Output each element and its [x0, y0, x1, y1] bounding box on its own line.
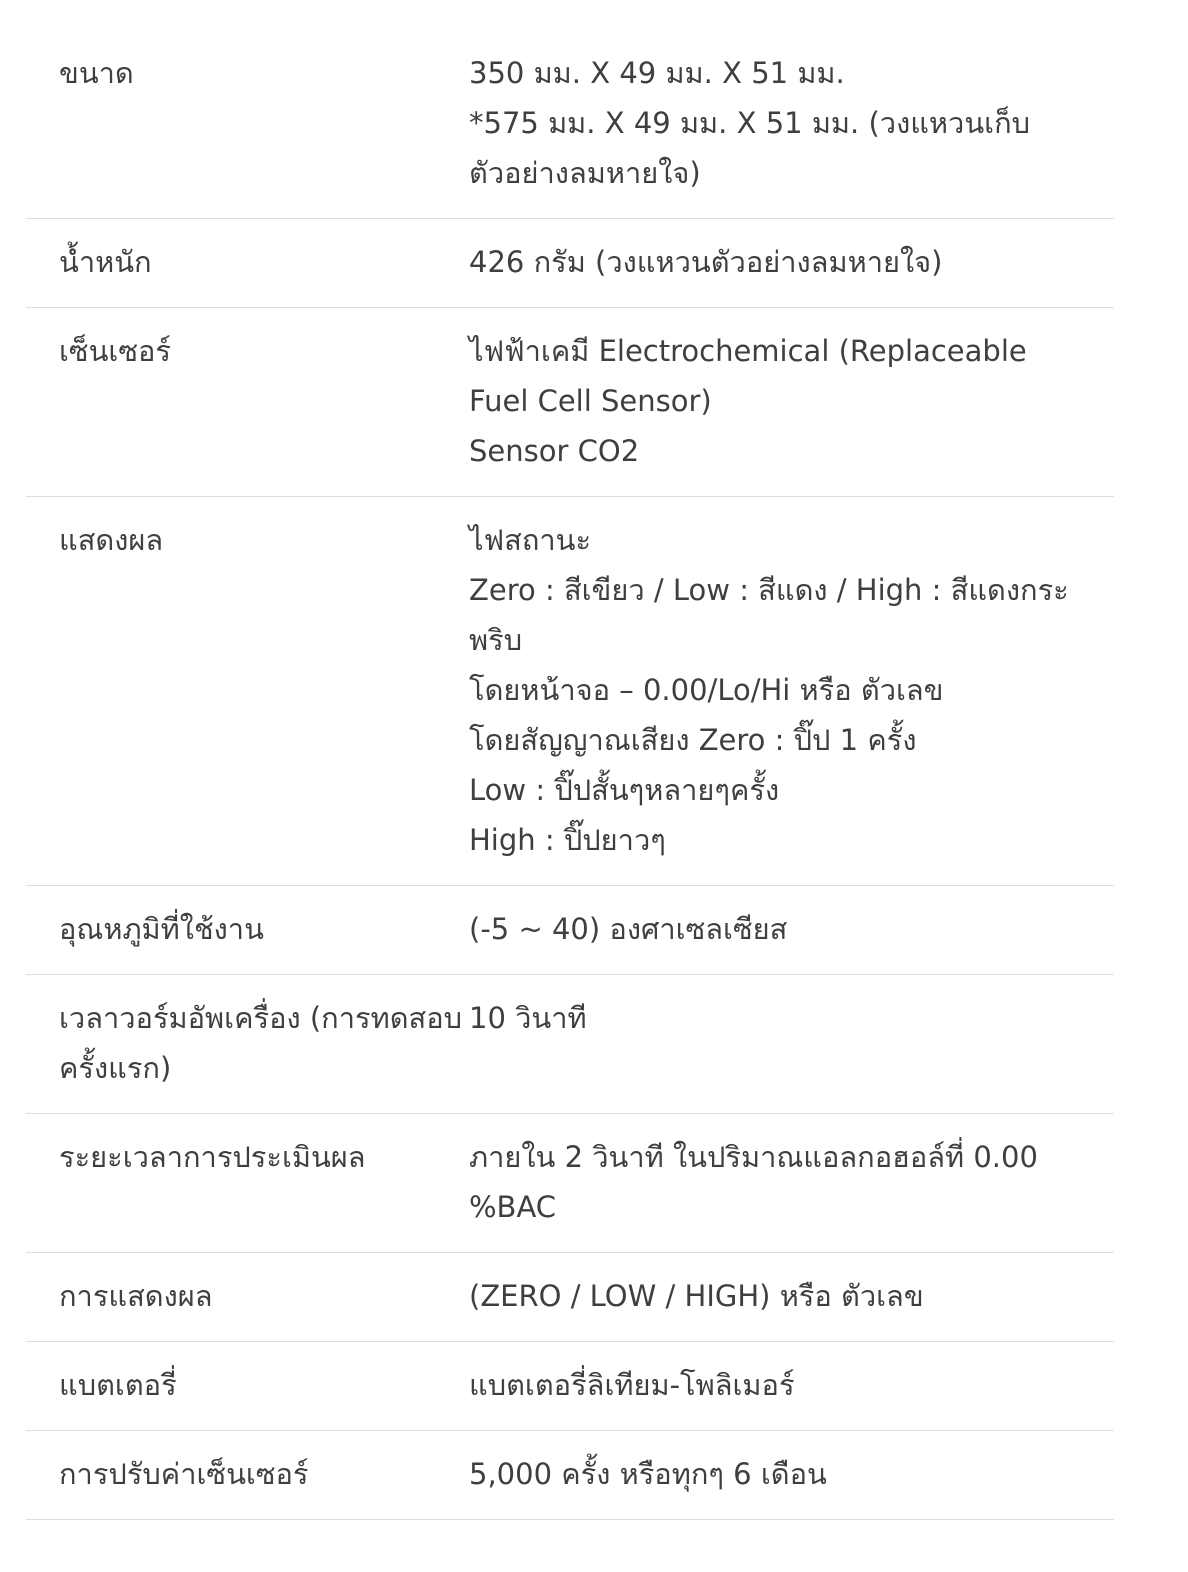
- spec-value: [469, 515, 1114, 865]
- spec-value: [469, 993, 1114, 1093]
- spec-value: [469, 1360, 1114, 1410]
- spec-value-line: *575 มม. X 49 มม. X 51 มม. (วงแหวนเก็บตัวอย่างลมหายใจ): [469, 106, 1031, 190]
- spec-value: [469, 326, 1114, 476]
- spec-label: ระยะเวลาการประเมินผล: [59, 1140, 366, 1174]
- spec-value-line: 350 มม. X 49 มม. X 51 มม.: [469, 56, 845, 90]
- spec-value: [469, 1271, 1114, 1321]
- spec-value: [469, 904, 1114, 954]
- spec-value-line: 5,000 ครั้ง หรือทุกๆ 6 เดือน: [469, 1457, 827, 1491]
- spec-label: การแสดงผล: [59, 1279, 213, 1313]
- spec-value: [469, 1132, 1114, 1232]
- spec-table: [26, 30, 1114, 1520]
- spec-label: แบตเตอรี่: [59, 1368, 177, 1402]
- spec-label: เซ็นเซอร์: [59, 334, 172, 368]
- spec-row-display: [26, 497, 1114, 886]
- spec-label: แสดงผล: [59, 523, 164, 557]
- spec-value: [469, 237, 1114, 287]
- spec-value-line: ไฟสถานะ: [469, 523, 592, 557]
- spec-value-line: (ZERO / LOW / HIGH) หรือ ตัวเลข: [469, 1279, 924, 1313]
- spec-value-line: แบตเตอรี่ลิเทียม-โพลิเมอร์: [469, 1368, 795, 1402]
- spec-value-line: 426 กรัม (วงแหวนตัวอย่างลมหายใจ): [469, 245, 943, 279]
- spec-value-line: Sensor CO2: [469, 434, 640, 468]
- spec-label: การปรับค่าเซ็นเซอร์: [59, 1457, 309, 1491]
- spec-label: เวลาวอร์มอัพเครื่อง (การทดสอบครั้งแรก): [59, 1001, 463, 1085]
- spec-value-line: 10 วินาที: [469, 1001, 587, 1035]
- spec-value: [469, 48, 1114, 198]
- spec-label: น้ำหนัก: [59, 245, 152, 279]
- spec-row-size: [26, 30, 1114, 219]
- spec-row-calibration: [26, 1431, 1114, 1520]
- spec-value-line: Low : ปิ๊ปสั้นๆหลายๆครั้ง: [469, 773, 780, 807]
- spec-value-line: ภายใน 2 วินาที ในปริมาณแอลกอฮอล์ที่ 0.00 %BAC: [469, 1140, 1038, 1224]
- spec-row-temperature: [26, 886, 1114, 975]
- spec-row-battery: [26, 1342, 1114, 1431]
- spec-row-warmup: [26, 975, 1114, 1114]
- spec-row-result-display: [26, 1253, 1114, 1342]
- spec-row-evaluation: [26, 1114, 1114, 1253]
- spec-value: [469, 1449, 1114, 1499]
- spec-row-weight: [26, 219, 1114, 308]
- spec-label: ขนาด: [59, 56, 134, 90]
- spec-label: อุณหภูมิที่ใช้งาน: [59, 912, 264, 946]
- spec-value-line: โดยหน้าจอ – 0.00/Lo/Hi หรือ ตัวเลข: [469, 673, 944, 707]
- spec-row-sensor: [26, 308, 1114, 497]
- spec-value-line: Zero : สีเขียว / Low : สีแดง / High : สีแดงกระพริบ: [469, 573, 1069, 657]
- spec-value-line: ไฟฟ้าเคมี Electrochemical (Replaceable Fuel Cell Sensor): [469, 334, 1027, 418]
- spec-value-line: High : ปิ๊ปยาวๆ: [469, 823, 666, 857]
- spec-value-line: โดยสัญญาณเสียง Zero : ปิ๊ป 1 ครั้ง: [469, 723, 917, 757]
- spec-value-line: (-5 ~ 40) องศาเซลเซียส: [469, 912, 788, 946]
